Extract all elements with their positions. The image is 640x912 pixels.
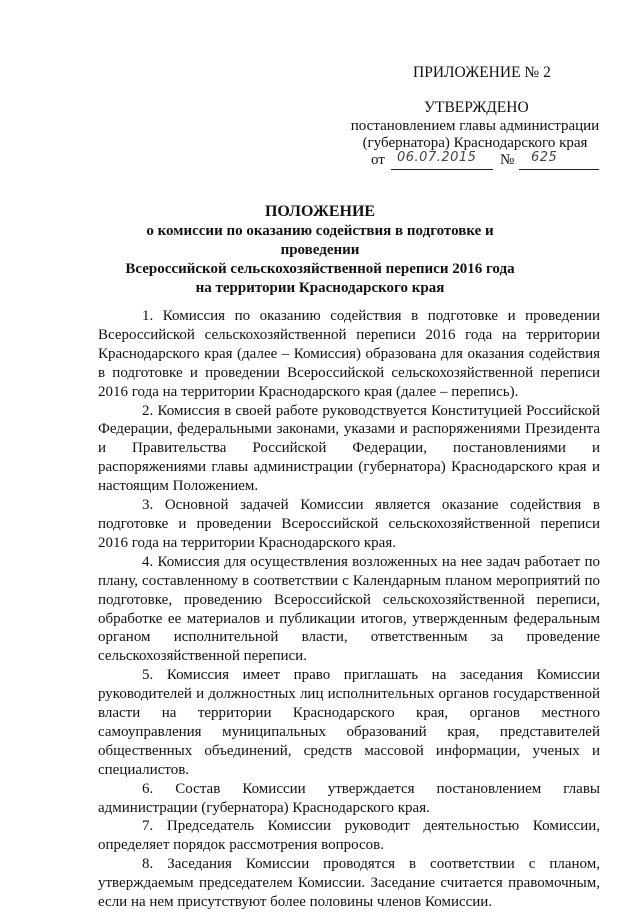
approver-block [350,118,600,152]
paragraph-2: 2. Комиссия в своей работе руководствуется Конституцией Российской Федерации, федеральными законами, указами и распоряжениями Президента и Правительства Российской Федерации, постановлениями и распоряжениями главы администрации (губернатора) Краснодарского края и настоящим Положением. [98,402,600,495]
paragraph-6: 6. Состав Комиссии утверждается постановлением главы администрации (губернатора) Краснодарского края. [98,780,600,816]
paragraph-5: 5. Комиссия имеет право приглашать на заседания Комиссии руководителей и должностных лиц исполнительных органов государственной власти на территории Краснодарского края, органов местного самоуправления муниципальных образований края, представителей общественных объединений, средств массовой информации, ученых и специалистов. [98,667,600,778]
subtitle-line-2: Всероссийской сельскохозяйственной переписи 2016 года [125,261,515,277]
paragraph-7: 7. Председатель Комиссии руководит деятельностью Комиссии, определяет порядок рассмотрения вопросов. [98,818,600,854]
number-underline [519,169,599,170]
approved-label: УТВЕРЖДЕНО [424,99,529,116]
paragraph-1: 1. Комиссия по оказанию содействия в подготовке и проведении Всероссийской сельскохозяйственной переписи 2016 года на территории Краснодарского края (далее – Комиссия) образована для оказания содействия в подготовке и проведении Всероссийской сельскохозяйственной переписи 2016 года на территории Краснодарского края (далее – перепись). [98,308,600,400]
paragraph-8: 8. Заседания Комиссии проводятся в соответствии с планом, утверждаемым председателем Комиссии. Заседание считается правомочным, если на нем присутствуют более половины членов Комиссии. [98,856,600,911]
appendix-label: ПРИЛОЖЕНИЕ № 2 [413,64,551,81]
subtitle-line-3: на территории Краснодарского края [195,280,445,296]
document-subtitle [110,222,530,298]
paragraph-4: 4. Комиссия для осуществления возложенных на нее задач работает по плану, составленному в соответствии с Календарным планом мероприятий по подготовке, проведению Всероссийской сельскохозяйственной переписи, обработке ее материалов и публикации итогов, утвержденным федеральным органом исполнительной власти, ответственным за проведение сельскохозяйственной переписи. [98,553,600,665]
number-prefix: № [500,152,515,168]
date-handwritten: 06.07.2015 [397,150,477,165]
number-handwritten: 625 [531,150,558,165]
document-body [98,307,600,912]
date-underline [391,169,493,170]
date-prefix: от [371,152,385,168]
subtitle-line-1: о комиссии по оказанию содействия в подготовке и проведении [146,223,494,258]
paragraph-3: 3. Основной задачей Комиссии является оказание содействия в подготовке и проведении Всероссийской сельскохозяйственной переписи 2016 года на территории Краснодарского края. [98,497,600,551]
approver-line-2: (губернатора) Краснодарского края [362,135,588,151]
approver-line-1: постановлением главы администрации [350,118,600,134]
document-title: ПОЛОЖЕНИЕ [264,203,376,220]
